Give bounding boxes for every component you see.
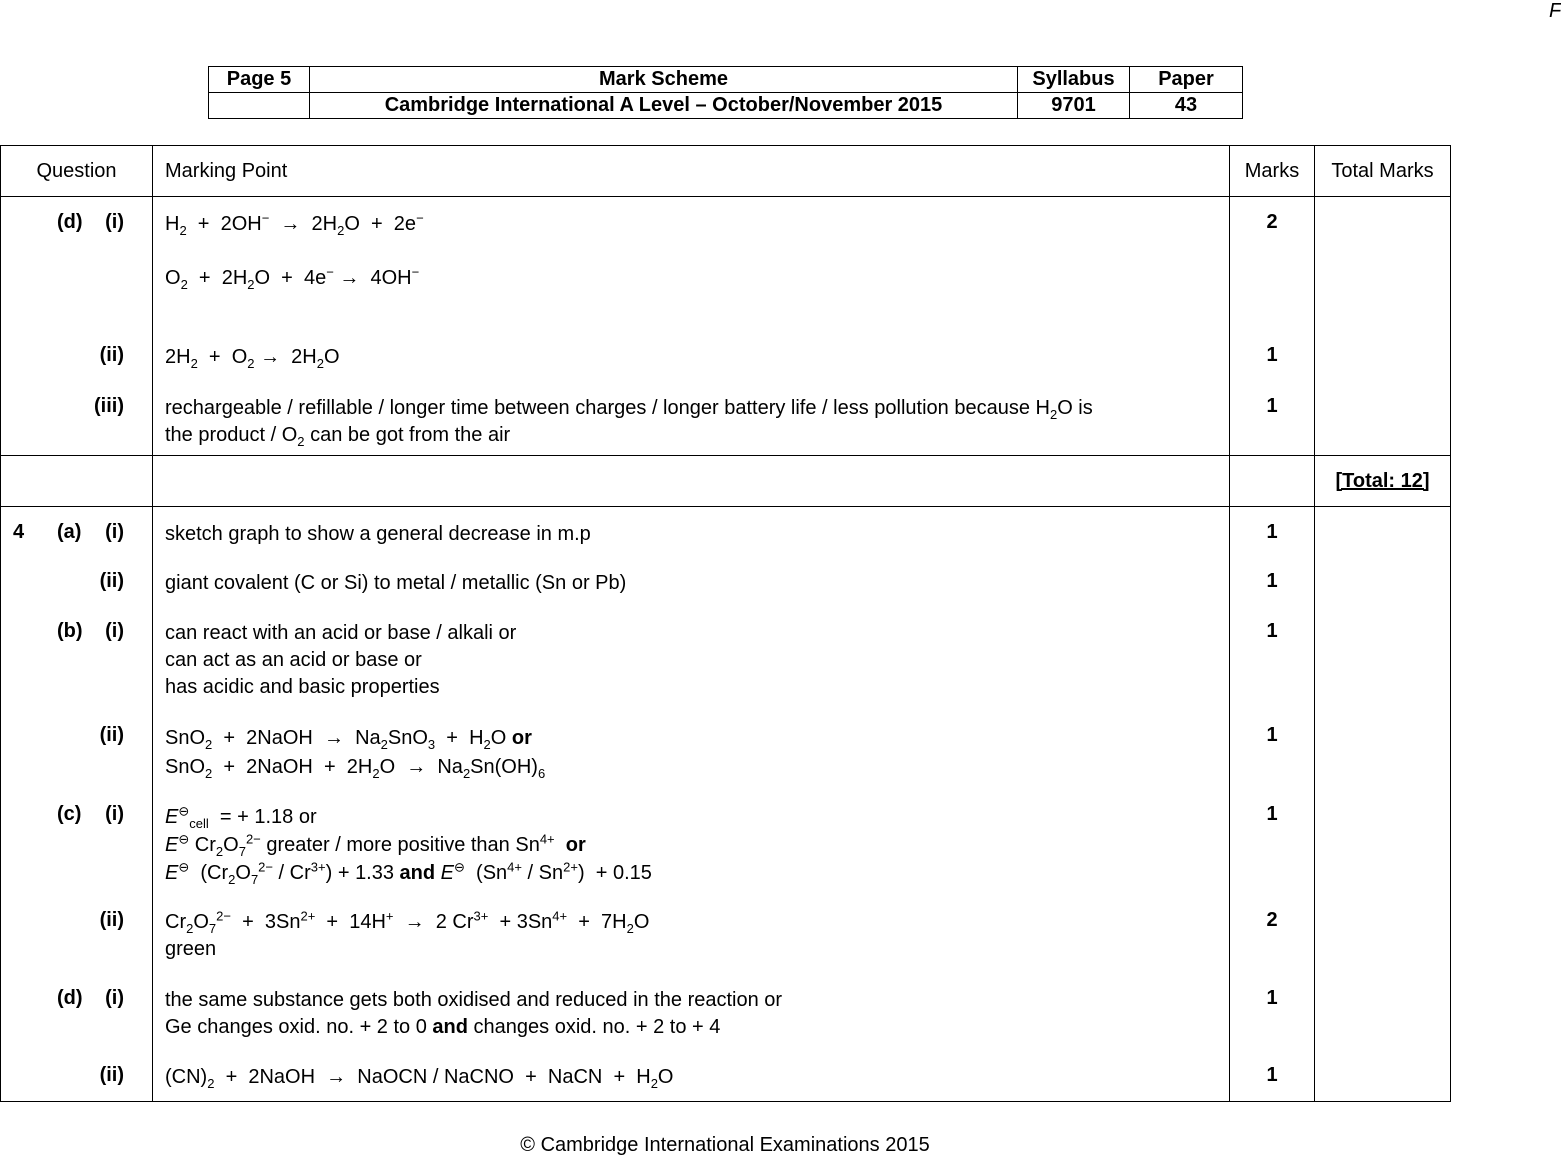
answer-text: giant covalent (C or Si) to metal / metallic (Sn or Pb) (165, 572, 627, 594)
document-title: Mark Scheme (310, 67, 1018, 93)
mark-value: 1 (1266, 395, 1278, 417)
column-header-row (1, 146, 1451, 197)
question-cell (1, 507, 153, 1102)
answer-text: $E^⊖_{cell}$ = + 1.18 or E⊖ $Cr_2O_7^{2-}$ greater / more positive than $Sn^{4+}$ or E⊖ $(Cr_2O_7^{2-} / Cr^{3+}) + 1.33$ and E⊖ $(Sn^{4+} / Sn^{2+}) + 0.15$ (165, 803, 652, 887)
mark-scheme-table (0, 145, 1451, 1102)
mark-value: 2 (1266, 909, 1278, 931)
syllabus-label: Syllabus (1018, 67, 1130, 93)
mark-value: 1 (1266, 620, 1278, 642)
mark-value: 1 (1266, 1064, 1278, 1086)
blank-cell (1230, 456, 1315, 507)
subpart-label: (i) (105, 620, 124, 642)
answer-text: can react with an acid or base / alkali or can act as an acid or base or has acidic and basic properties (165, 622, 517, 698)
col-marking-point: Marking Point (153, 146, 1230, 197)
paper-label: Paper (1130, 67, 1243, 93)
part-label: (c) (57, 803, 82, 825)
page-number: Page 5 (209, 67, 310, 93)
mark-value: 1 (1266, 570, 1278, 592)
marks-cell (1230, 197, 1315, 456)
total-value: [Total: 12] (1335, 469, 1430, 492)
header-table (208, 66, 1243, 119)
answer-text: rechargeable / refillable / longer time between charges / longer battery life / less pollution because $H_2O$ is the product / $O_2$ can be got from the air (165, 397, 1093, 449)
total-cell (1315, 197, 1451, 456)
subpart-label: (ii) (99, 344, 124, 366)
answer-text: $Cr_2O_7^{2-} + 3Sn^{2+} + 14H^+ \to 2$ $Cr^{3+} + 3Sn^{4+} + 7H_2O$ green (165, 908, 650, 960)
mark-value: 1 (1266, 724, 1278, 746)
subpart-label: (ii) (99, 1064, 124, 1086)
marking-point-cell (153, 507, 1230, 1102)
equation: $(CN)_2$ + 2NaOH → NaOCN / NaCNO + NaCN + $H_2O$ (165, 1066, 674, 1091)
subpart-label: (i) (105, 987, 124, 1009)
col-marks: Marks (1230, 146, 1315, 197)
equation: $O_2 + 2H_2O + 4e^- \to 4OH^-$ (165, 264, 420, 292)
subpart-label: (i) (105, 211, 124, 233)
col-question: Question (1, 146, 153, 197)
question-cell (1, 197, 153, 456)
blank-cell (1, 456, 153, 507)
paper-number: 43 (1130, 93, 1243, 119)
mark-value: 1 (1266, 344, 1278, 366)
mark-value: 1 (1266, 521, 1278, 543)
subpart-label: (i) (105, 521, 124, 543)
equation: $2H_2 + O_2 \to 2H_2O$ (165, 346, 340, 371)
copyright-footer: © Cambridge International Examinations 2015 (520, 1134, 930, 1156)
subpart-label: (ii) (99, 724, 124, 746)
blank-cell (153, 456, 1230, 507)
page-corner-mark: F (1549, 0, 1561, 22)
total-cell (1315, 507, 1451, 1102)
subpart-label: (iii) (94, 395, 124, 417)
equation: $H_2 + 2OH^- \to 2H_2O + 2e^-$ (165, 210, 424, 238)
blank-cell (209, 93, 310, 119)
subpart-label: (ii) (99, 570, 124, 592)
marking-point-cell (153, 197, 1230, 456)
equation: SnO$_2$ + 2NaOH → $Na_2SnO_3 + H_2O$ or SnO$_2$ + 2NaOH + $2H_2O \to Na_2Sn(OH)_6$ (165, 727, 546, 781)
question-number: 4 (13, 521, 25, 543)
part-label: (d) (57, 987, 83, 1009)
answer-text: sketch graph to show a general decrease in m.p (165, 523, 591, 545)
table-row (1, 197, 1451, 456)
syllabus-code: 9701 (1018, 93, 1130, 119)
total-row (1, 456, 1451, 507)
part-label: (a) (57, 521, 82, 543)
mark-value: 1 (1266, 803, 1278, 825)
mark-value: 2 (1266, 211, 1278, 233)
mark-value: 1 (1266, 987, 1278, 1009)
answer-text: the same substance gets both oxidised and reduced in the reaction or Ge changes oxid. no. + 2 to 0 and changes oxid. no. + 2 to + 4 (165, 989, 783, 1038)
col-total-marks: Total Marks (1315, 146, 1451, 197)
table-row (1, 507, 1451, 1102)
part-label: (d) (57, 211, 83, 233)
marks-cell (1230, 507, 1315, 1102)
document-subtitle: Cambridge International A Level – October/November 2015 (310, 93, 1018, 119)
part-label: (b) (57, 620, 83, 642)
subpart-label: (ii) (99, 909, 124, 931)
total-cell (1315, 456, 1451, 507)
subpart-label: (i) (105, 803, 124, 825)
